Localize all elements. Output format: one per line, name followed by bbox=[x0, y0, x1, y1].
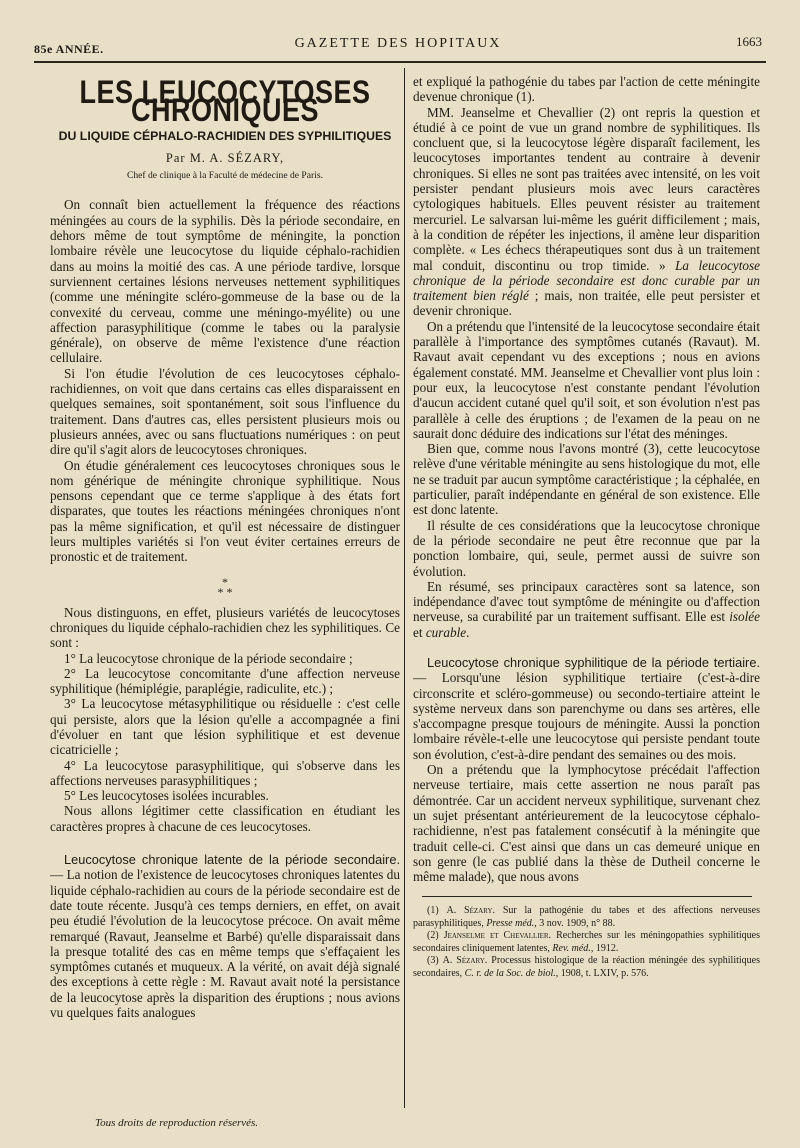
paragraph: On connaît bien actuellement la fréquence des réactions méningées au cours de la syphilis. Dès la période secondaire, en dehors même de tout symptôme de méningite, la ponction lombaire révèle une leucocytose du liquide céphalo-rachidien dans au moins la moitié des cas. A une période tardive, lorsque surviennent certaines lésions nerveuses nettement syphilitiques (comme une méningite scléro-gommeuse de la base ou de la convexité du cerveau, comme une méningo-myélite) ou une affection parasyphilitique (comme le tabes ou la paralysie générale), on observe de même l'existence d'une réaction cellulaire. bbox=[50, 197, 400, 366]
footnote: (3) A. Sézary. Processus histologique de la réaction méningée des syphilitiques secondaires, C. r. de la Soc. de biol., 1908, t. LXIV, p. 576. bbox=[413, 955, 760, 979]
paragraph: On a prétendu que la lymphocytose précédait l'affection nerveuse tertiaire, mais cette assertion ne nous paraît pas démontrée. Car un accident nerveux syphilitique, survenant chez un sujet présentant antérieurement de la leucocytose céphalo-rachidienne, n'est pas fatalement consécutif à la méningite que traduit celle-ci. C'est ainsi que dans un cas demeuré unique en son genre (le cas publié dans la thèse de Dutheil concerne le même malade), que nous avons bbox=[413, 762, 760, 885]
author-affiliation: Chef de clinique à la Faculté de médecine de Paris. bbox=[126, 170, 324, 182]
article-author: Par M. A. SÉZARY, bbox=[165, 150, 285, 165]
footnote: (2) Jeanselme et Chevallier. Recherches sur les méningopathies syphilitiques secondaires cliniquement latentes, Rev. méd., 1912. bbox=[413, 930, 761, 954]
footnote-rule bbox=[422, 896, 752, 897]
list-item: 4° La leucocytose parasyphilitique, qui s'observe dans les affections nerveuses parasyphilitiques ; bbox=[50, 757, 400, 788]
rights-notice: Tous droits de reproduction réservés. bbox=[95, 1117, 259, 1129]
running-head bbox=[34, 34, 762, 60]
paragraph: Nous distinguons, en effet, plusieurs variétés de leucocytoses chroniques du liquide céphalo-rachidien chez les syphilitiques. Ce sont : bbox=[50, 604, 400, 651]
article-subtitle: DU LIQUIDE CÉPHALO-RACHIDIEN DES SYPHILITIQUES bbox=[58, 128, 392, 143]
paragraph: En résumé, ses principaux caractères sont sa latence, son indépendance d'avec tout symptôme de méningite ou d'affection nerveuse, sa curabilité par un traitement suffisant. Elle est isolée et curable. bbox=[413, 578, 760, 640]
list-item: 5° Les leucocytoses isolées incurables. bbox=[64, 788, 269, 804]
list-item: 3° La leucocytose métasyphilitique ou résiduelle : c'est celle qui persiste, alors que la lésion qu'elle a accompagnée a fini d'évoluer en tant que lésion syphilitique et est devenue cicatricielle ; bbox=[50, 696, 400, 758]
list-item: 1° La leucocytose chronique de la période secondaire ; bbox=[64, 650, 353, 666]
paragraph: On étudie généralement ces leucocytoses chroniques sous le nom générique de méningite chronique syphilitique. Nous pensons cependant que ce terme s'applique à des états fort disparates, que toutes les réactions méningées chroniques n'ont pas la même signification, et qu'il est nécessaire de distinguer leurs multiples variétés si l'on veut éviter certaines erreurs de pronostic et de traitement. bbox=[50, 457, 400, 565]
paragraph: MM. Jeanselme et Chevallier (2) ont repris la question et étudié à ce point de vue un grand nombre de syphilitiques. Ils concluent que, si la leucocytose légère disparaît facilement, les leucocytoses importantes tendent au contraire à devenir chroniques. Si elles ne sont pas traitées avec intensité, on les voit persister pendant plusieurs mois avec leurs caractères cytologiques habituels. Elles peuvent résister au traitement mercuriel. Le salvarsan lui-même les guérit difficilement ; mais, à la condition de répéter les injections, il amène leur disparition complète. « Les échecs thérapeutiques sont dus à un traitement mal conduit, discontinu ou trop timide. » La leucocytose chronique de la période secondaire est donc curable par un traitement bien réglé ; mais, non traitée, elle peut persister et devenir chronique. bbox=[413, 104, 761, 319]
footnote: (1) A. Sézary. Sur la pathogénie du tabes et des affections nerveuses parasyphilitiques, Presse méd., 3 nov. 1909, n° 88. bbox=[413, 905, 761, 929]
paragraph: On a prétendu que l'intensité de la leucocytose secondaire était parallèle à l'importance des symptômes cutanés (Ravaut). M. Ravaut avait cependant vu des exceptions ; nous en avions également constaté. MM. Jeanselme et Chevallier vont plus loin : pour eux, la leucocytose n'est constante pendant l'évolution d'aucun accident cutané quel qu'il soit, et son évolution n'est pas parallèle à celle des éruptions ; de l'examen de la peau on ne saurait donc déduire des indications sur l'état des méninges. bbox=[413, 318, 760, 441]
page-number: 1663 bbox=[736, 34, 762, 49]
emphasis: La leucocytose chronique de la période secondaire est donc curable par un traitement bien réglé bbox=[413, 257, 761, 304]
paragraph: Nous allons légitimer cette classification en étudiant les caractères propres à chacune de ces leucocytoses. bbox=[50, 803, 400, 834]
paragraph: et expliqué la pathogénie du tabes par l'action de cette méningite devenue chronique (1). bbox=[413, 74, 760, 105]
section-heading: Leucocytose chronique latente de la période secondaire. bbox=[64, 852, 400, 868]
right-column bbox=[413, 74, 760, 980]
section-paragraph: Leucocytose chronique syphilitique de la période tertiaire. — Lorsqu'une lésion syphilitique tertiaire (c'est-à-dire circonscrite et scléro-gommeuse) ou secondo-tertiaire atteint le système nerveux dans son parenchyme ou dans ses artères, elle s'accompagne presque toujours de méningite. Aussi la ponction lombaire révèle-t-elle une leucocytose qui persiste pendant toute son évolution, c'est-à-dire pendant des semaines ou des mois. bbox=[413, 654, 760, 762]
section-heading: Leucocytose chronique syphilitique de la période tertiaire. bbox=[427, 654, 760, 670]
column-divider bbox=[404, 68, 405, 1108]
journal-title: GAZETTE DES HOPITAUX bbox=[294, 36, 502, 51]
left-column bbox=[50, 70, 400, 1020]
paragraph: Il résulte de ces considérations que la leucocytose chronique de la période secondaire ne peut être reconnue que par la ponction lombaire, qui, seule, permet aussi de suivre son évolution. bbox=[413, 517, 760, 579]
article-title: LES LEUCOCYTOSES CHRONIQUES bbox=[79, 74, 371, 129]
list-item: 2° La leucocytose concomitante d'une affection nerveuse syphilitique (hémiplégie, paraplégie, radiculite, etc.) ; bbox=[50, 665, 400, 697]
classification-list bbox=[50, 651, 400, 804]
paragraph: Si l'on étudie l'évolution de ces leucocytoses céphalo-rachidiennes, on voit que dans certains cas elles disparaissent en quelques semaines, soit spontanément, soit sous l'influence du traitement. Dans d'autres cas, elles persistent plusieurs mois ou plusieurs années, avec ou sans fluctuations numériques : on peut dire qu'il s'agit alors de leucocytoses chroniques. bbox=[50, 365, 400, 458]
paragraph: Bien que, comme nous l'avons montré (3), cette leucocytose relève d'une véritable méningite au sens histologique du mot, elle ne se traduit par aucun symptôme caractéristique ; la céphalée, en particulier, paraît indépendante en général de son existence. Elle est donc latente. bbox=[413, 441, 760, 518]
header-rule bbox=[34, 61, 766, 63]
section-separator: * * * bbox=[217, 574, 233, 599]
volume-label: 85e ANNÉE. bbox=[34, 42, 104, 56]
section-paragraph: Leucocytose chronique latente de la période secondaire. — La notion de l'existence de leucocytoses chroniques latentes du liquide céphalo-rachidien au cours de la période secondaire est de date toute récente. Jusqu'à ces temps derniers, en effet, on avait peu étudié l'évolution de la leucocytose précoce. On avait même remarqué (Ravaut, Jeanselme et Barbé) qu'elle disparaissait dans la presque totalité des cas en même temps que s'effaçaient les symptômes cutanés et muqueux. A la vérité, on avait déjà signalé des exceptions à cette règle : M. Ravaut avait noté la persistance de la leucocytose après la disparition des éruptions ; nous avions vu quelques faits analogues bbox=[50, 852, 400, 1021]
